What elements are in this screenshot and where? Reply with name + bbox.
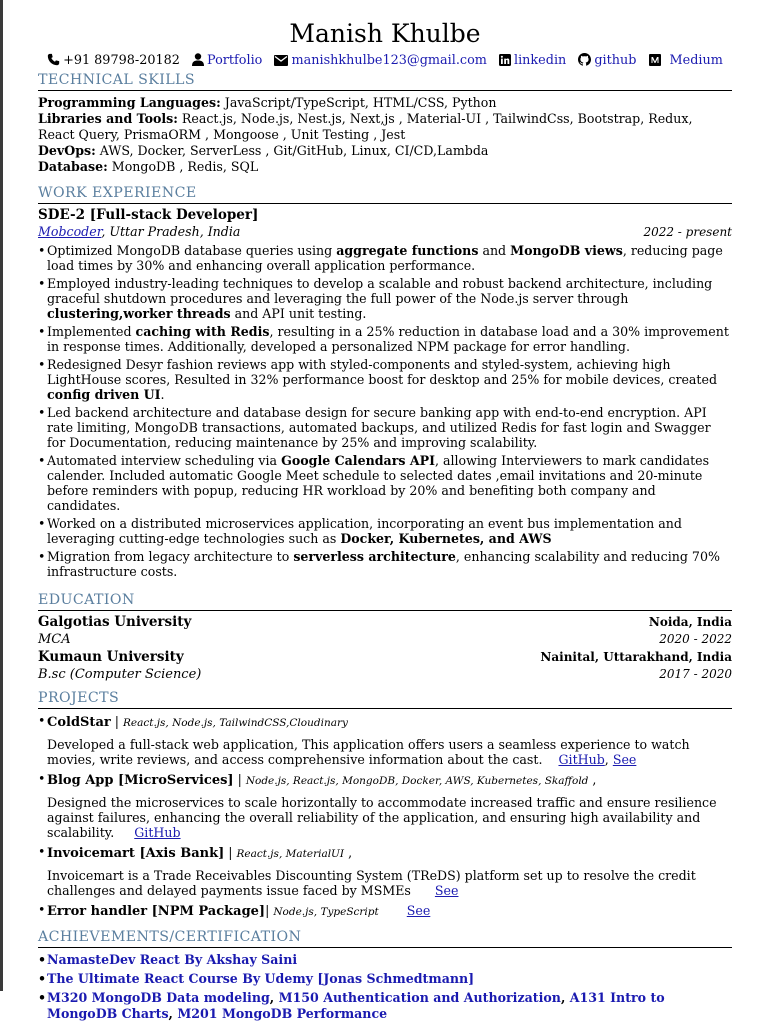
skills-section <box>38 71 732 175</box>
github-item[interactable] <box>578 53 636 69</box>
bullet-text: Worked on a distributed microservices application, incorporating an event bus implementation and leveraging cutting-edge technologies such as <box>47 516 682 546</box>
project-tech: React.js, Node.js, TailwindCSS,Cloudinary <box>122 717 348 729</box>
job-role: SDE-2 [Full-stack Developer] <box>38 207 259 223</box>
education-section <box>38 591 732 683</box>
bullet-text: , enhancing scalability and reducing 70% infrastructure costs. <box>47 549 720 579</box>
linkedin-icon <box>499 54 511 66</box>
project-item: • Blog App [MicroServices] | Node.js, React.js, MongoDB, Docker, AWS, Kubernetes, Skaffold , Designed the microservices to scale horizontally to accommodate increased traffic and ensure resilience against failures, enhancing the overall reliability of the application, and ensuring high availability and scalability. GitHub <box>38 771 732 840</box>
bullet-emphasis: MongoDB views <box>510 243 623 258</box>
education-heading: EDUCATION <box>38 591 732 611</box>
project-list <box>38 713 732 921</box>
project-github-link[interactable]: GitHub <box>134 825 181 840</box>
degree: B.sc (Computer Science) <box>38 667 202 682</box>
education-entry <box>38 613 732 648</box>
email-link[interactable]: manishkhulbe123@gmail.com <box>291 53 487 68</box>
skill-row <box>38 143 732 159</box>
project-desc-text: Developed a full-stack web application, This application offers users a seamless experience to watch movies, write reviews, and access comprehensive information about the cast. <box>47 737 690 767</box>
bullet-text: Optimized MongoDB database queries using <box>47 243 337 258</box>
linkedin-item[interactable] <box>499 53 566 69</box>
achievement-link[interactable]: M320 MongoDB Data modeling <box>47 990 270 1005</box>
edu-dates: 2020 - 2022 <box>659 632 732 646</box>
project-separator: | <box>224 845 237 860</box>
bullet-emphasis: serverless architecture <box>293 549 456 564</box>
github-link[interactable]: github <box>594 53 637 68</box>
project-tech: React.js, MaterialUI <box>236 848 345 860</box>
company-location: , Uttar Pradesh, India <box>101 224 241 239</box>
work-bullet <box>38 405 732 450</box>
bullet-text: Redesigned Desyr fashion reviews app with styled-components and styled-system, achieving high LightHouse scores, Resulted in 32% performance boost for desktop and 25% for mobile devices, created <box>47 357 718 387</box>
skill-label: Libraries and Tools: <box>38 111 178 126</box>
work-bullet <box>38 243 732 273</box>
skill-label: Database: <box>38 159 108 174</box>
portfolio-item[interactable] <box>192 53 262 69</box>
bullet-text: and API unit testing. <box>230 306 367 321</box>
school-name: Kumaun University <box>38 649 184 665</box>
bullet-emphasis: Google Calendars API <box>281 453 435 468</box>
project-separator: | <box>265 903 274 918</box>
project-item <box>38 902 732 921</box>
project-tech: Node.js, React.js, MongoDB, Docker, AWS, Kubernetes, Skaffold <box>245 775 589 787</box>
achievements-heading: ACHIEVEMENTS/CERTIFICATION <box>38 928 732 948</box>
work-bullet <box>38 324 732 354</box>
project-github-link[interactable]: GitHub <box>558 752 605 767</box>
skill-value: JavaScript/TypeScript, HTML/CSS, Python <box>224 95 497 110</box>
bullet-text: Employed industry-leading techniques to develop a scalable and robust backend architecture, including graceful shutdown procedures and leveraging the full power of the Node.js server through <box>47 276 713 306</box>
work-bullets <box>38 243 732 579</box>
company-line <box>38 224 240 239</box>
work-bullet <box>38 276 732 321</box>
bullet-emphasis: caching with Redis <box>135 324 270 339</box>
skill-row <box>38 95 732 111</box>
project-description <box>47 795 732 840</box>
job-dates: 2022 - present <box>643 225 732 239</box>
bullet-text: , resulting in a 25% reduction in database load and a 30% improvement in response times. Additionally, developed a personalized NPM package for error handling. <box>47 324 729 354</box>
skills-list <box>38 95 732 175</box>
achievement-item <box>38 951 732 969</box>
achievement-item <box>38 970 732 988</box>
school-location: Noida, India <box>648 615 732 629</box>
bullet-emphasis: config driven UI <box>47 387 161 402</box>
bullet-emphasis: clustering,worker threads <box>47 306 231 321</box>
bullet-text: Automated interview scheduling via <box>47 453 282 468</box>
user-icon <box>192 53 204 66</box>
degree: MCA <box>38 632 71 647</box>
work-heading: WORK EXPERIENCE <box>38 184 732 204</box>
email-item[interactable] <box>274 53 486 69</box>
school-name: Galgotias University <box>38 614 192 630</box>
project-see-link[interactable]: See <box>612 752 637 767</box>
bullet-text: Implemented <box>47 324 136 339</box>
project-item: • Invoicemart [Axis Bank] | React.js, MaterialUI , Invoicemart is a Trade Receivables Discounting System (TReDS) platform set up to resolve the credit challenges and delayed payments issue faced by MSMEs See <box>38 844 732 898</box>
github-icon <box>578 53 591 66</box>
skill-value: MongoDB , Redis, SQL <box>111 159 259 174</box>
contact-line <box>38 53 732 69</box>
projects-section <box>38 689 732 921</box>
medium-item[interactable] <box>649 53 723 69</box>
bullet-text: , allowing Interviewers to mark candidates calender. Included automatic Google Meet schedule to selected dates ,email invitations and 20-minute before reminders with popup, reducing HR workload by 20% and benefiting both company and candidates. <box>47 453 710 513</box>
left-margin-bar <box>0 0 3 991</box>
project-separator: | <box>233 772 246 787</box>
work-bullet <box>38 453 732 513</box>
achievement-link[interactable]: A131 Intro to MongoDB Charts <box>47 990 665 1021</box>
phone-number: +91 89798-20182 <box>63 53 180 68</box>
skill-label: Programming Languages: <box>38 95 221 110</box>
skill-value: React.js, Node.js, Nest.js, Next,js , Material-UI , TailwindCss, Bootstrap, Redux, React Query, PrismaORM , Mongoose , Unit Testing , Jest <box>38 111 693 142</box>
project-see-link[interactable]: See <box>406 903 431 918</box>
education-entry <box>38 648 732 683</box>
bullet-text: . <box>160 387 165 402</box>
bullet-text: , reducing page load times by 30% and enhancing overall application performance. <box>47 243 723 273</box>
bullet-emphasis: aggregate functions <box>336 243 479 258</box>
company-link[interactable]: Mobcoder <box>38 224 102 239</box>
project-desc-text: Designed the microservices to scale horizontally to accommodate increased traffic and ensure resilience against failures, enhancing the overall reliability of the application, and ensuring high availability and scalability. <box>47 795 717 840</box>
work-bullet <box>38 516 732 546</box>
phone-icon <box>47 53 60 66</box>
work-section <box>38 184 732 579</box>
school-location: Nainital, Uttarakhand, India <box>540 650 732 664</box>
skill-row <box>38 111 732 143</box>
envelope-icon <box>274 55 288 66</box>
project-tech: Node.js, TypeScript <box>273 906 379 918</box>
medium-icon <box>649 54 661 66</box>
skill-value: AWS, Docker, ServerLess , Git/GitHub, Linux, CI/CD,Lambda <box>99 143 489 158</box>
project-name: Invoicemart [Axis Bank] <box>47 846 225 861</box>
achievement-item: • M320 MongoDB Data modeling, M150 Authentication and Authorization, A131 Intro to MongoDB Charts, M201 MongoDB Performance <box>38 990 732 1022</box>
skills-heading: TECHNICAL SKILLS <box>38 71 732 91</box>
medium-link[interactable]: Medium <box>669 53 723 68</box>
skill-label: DevOps: <box>38 143 96 158</box>
project-name: ColdStar <box>47 715 111 730</box>
project-see-link[interactable]: See <box>434 883 459 898</box>
bullet-text: and <box>478 243 511 258</box>
candidate-name: Manish Khulbe <box>289 19 481 48</box>
project-name: Blog App [MicroServices] <box>47 773 234 788</box>
resume-page <box>38 18 732 1022</box>
work-bullet <box>38 357 732 402</box>
edu-dates: 2017 - 2020 <box>659 667 732 681</box>
portfolio-link[interactable]: Portfolio <box>207 53 263 68</box>
achievement-link[interactable]: The Ultimate React Course By Udemy [Jonas Schmedtmann] <box>47 971 475 986</box>
project-description: Developed a full-stack web application, This application offers users a seamless experience to watch movies, write reviews, and access comprehensive information about the cast. GitHub, See <box>47 737 690 767</box>
project-separator: | <box>110 714 123 729</box>
phone-item <box>47 53 180 69</box>
achievement-link[interactable]: NamasteDev React By Akshay Saini <box>47 952 298 967</box>
job-meta <box>38 224 732 240</box>
achievements-section <box>38 928 732 1022</box>
bullet-emphasis: Docker, Kubernetes, and AWS <box>340 531 552 546</box>
achievement-link[interactable]: M201 MongoDB Performance <box>177 1006 388 1021</box>
achievement-list <box>38 951 732 1022</box>
project-desc-text: Invoicemart is a Trade Receivables Discounting System (TReDS) platform set up to resolve the credit challenges and delayed payments issue faced by MSMEs <box>47 868 696 898</box>
bullet-text: Led backend architecture and database design for secure banking app with end-to-end encryption. API rate limiting, MongoDB transactions, automated backups, and utilized Redis for fast login and Swagger for Documentation, reducing maintenance by 25% and improving scalability. <box>47 405 711 450</box>
achievement-link[interactable]: M150 Authentication and Authorization <box>278 990 561 1005</box>
work-bullet <box>38 549 732 579</box>
project-description <box>47 868 732 898</box>
skill-row <box>38 159 732 175</box>
bullet-text: Migration from legacy architecture to <box>47 549 294 564</box>
project-item <box>38 713 732 767</box>
linkedin-link[interactable]: linkedin <box>514 53 567 68</box>
project-name: Error handler [NPM Package] <box>47 904 266 919</box>
projects-heading: PROJECTS <box>38 689 732 709</box>
